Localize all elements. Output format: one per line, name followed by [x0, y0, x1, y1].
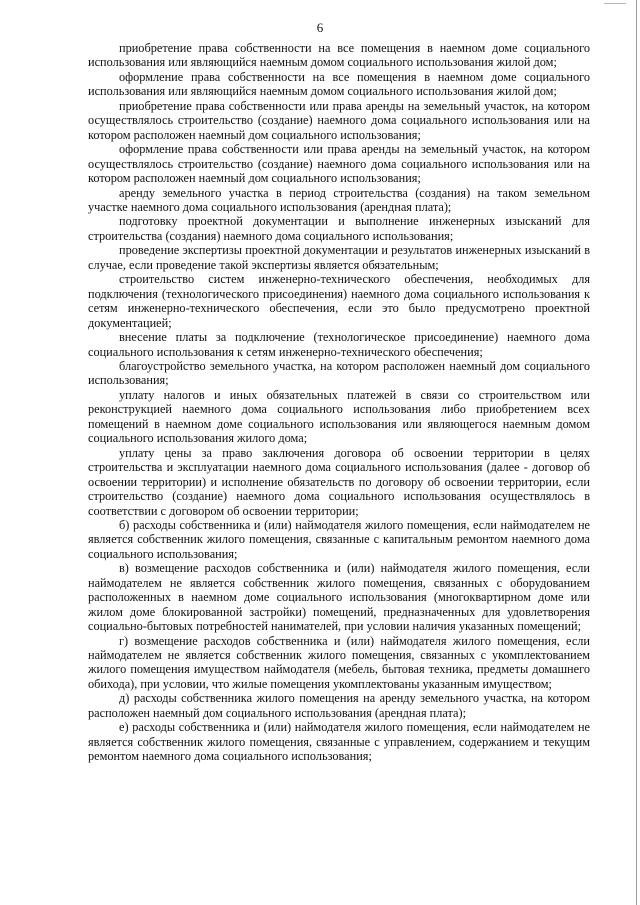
page-number: 6	[316, 20, 324, 35]
paragraph: приобретение права собственности на все помещения в наемном доме социального использования или являющийся наемным домом социального использования жилой дом;	[88, 41, 590, 70]
paragraph: уплату налогов и иных обязательных платежей в связи со строительством или реконструкцией наемного дома социального использования либо приобретением всех помещений в наемном доме социального использования или являющегося наемным домом социального использования жилого дома;	[88, 387, 590, 446]
paragraph: проведение экспертизы проектной документации и результатов инженерных изысканий в случае, если проведение такой экспертизы является обязательным;	[88, 243, 590, 272]
paragraph: оформление права собственности или права аренды на земельный участок, на котором осуществлялось строительство (создание) наемного дома социального использования или на котором расположен наемный дом социального использования;	[88, 142, 590, 186]
document-body	[88, 41, 590, 764]
paragraph: внесение платы за подключение (технологическое присоединение) наемного дома социального использования к сетям инженерно-технического обеспечения;	[88, 330, 590, 359]
paragraph: г) возмещение расходов собственника и (или) наймодателя жилого помещения, если наймодателем не является собственник жилого помещения, связанных с укомплектованием жилого помещения имуществом наймодателя (мебель, бытовая техника, предметы домашнего обихода), при условии, что жилые помещения укомплектованы указанным имуществом;	[88, 633, 590, 691]
paragraph: е) расходы собственника и (или) наймодателя жилого помещения, если наймодателем не является собственник жилого помещения, связанные с управлением, содержанием и текущим ремонтом наемного дома социального использования;	[88, 720, 590, 764]
scan-edge-line	[636, 0, 637, 905]
paragraph: благоустройство земельного участка, на котором расположен наемный дом социального использования;	[88, 358, 590, 388]
paragraph: строительство систем инженерно-технического обеспечения, необходимых для подключения (технологического присоединения) наемного дома социального использования к сетям инженерно-технического обеспечения, если это было предусмотрено проектной документацией;	[88, 272, 590, 330]
paragraph: подготовку проектной документации и выполнение инженерных изысканий для строительства (создания) наемного дома социального использования;	[88, 214, 590, 243]
scan-mark	[604, 3, 626, 4]
paragraph: аренду земельного участка в период строительства (создания) на таком земельном участке наемного дома социального использования (арендная плата);	[88, 185, 590, 214]
paragraph: д) расходы собственника жилого помещения на аренду земельного участка, на котором расположен наемный дом социального использования (арендная плата);	[88, 691, 590, 720]
paragraph: б) расходы собственника и (или) наймодателя жилого помещения, если наймодателем не является собственник жилого помещения, связанные с капитальным ремонтом наемного дома социального использования;	[88, 517, 590, 561]
paragraph: приобретение права собственности или права аренды на земельный участок, на котором осуществлялось строительство (создание) наемного дома социального использования или на котором расположен наемный дом социального использования;	[88, 98, 590, 142]
paragraph: в) возмещение расходов собственника и (или) наймодателя жилого помещения, если наймодателем не является собственник жилого помещения, связанных с оборудованием расположенных в наемном доме социального использования (многоквартирном доме или жилом доме блокированной застройки) помещений, предназначенных для удовлетворения социально-бытовых потребностей нанимателей, при условии наличия указанных помещений;	[88, 561, 590, 634]
paragraph: оформление права собственности на все помещения в наемном доме социального использования или являющийся наемным домом социального использования жилой дом;	[88, 69, 590, 99]
paragraph: уплату цены за право заключения договора об освоении территории в целях строительства и эксплуатации наемного дома социального использования (далее - договор об освоении территории) и исполнение обязательств по договору об освоении территории, если строительство (создание) наемного дома социального использования осуществлялось в соответствии с договором об освоении территории;	[88, 445, 590, 518]
